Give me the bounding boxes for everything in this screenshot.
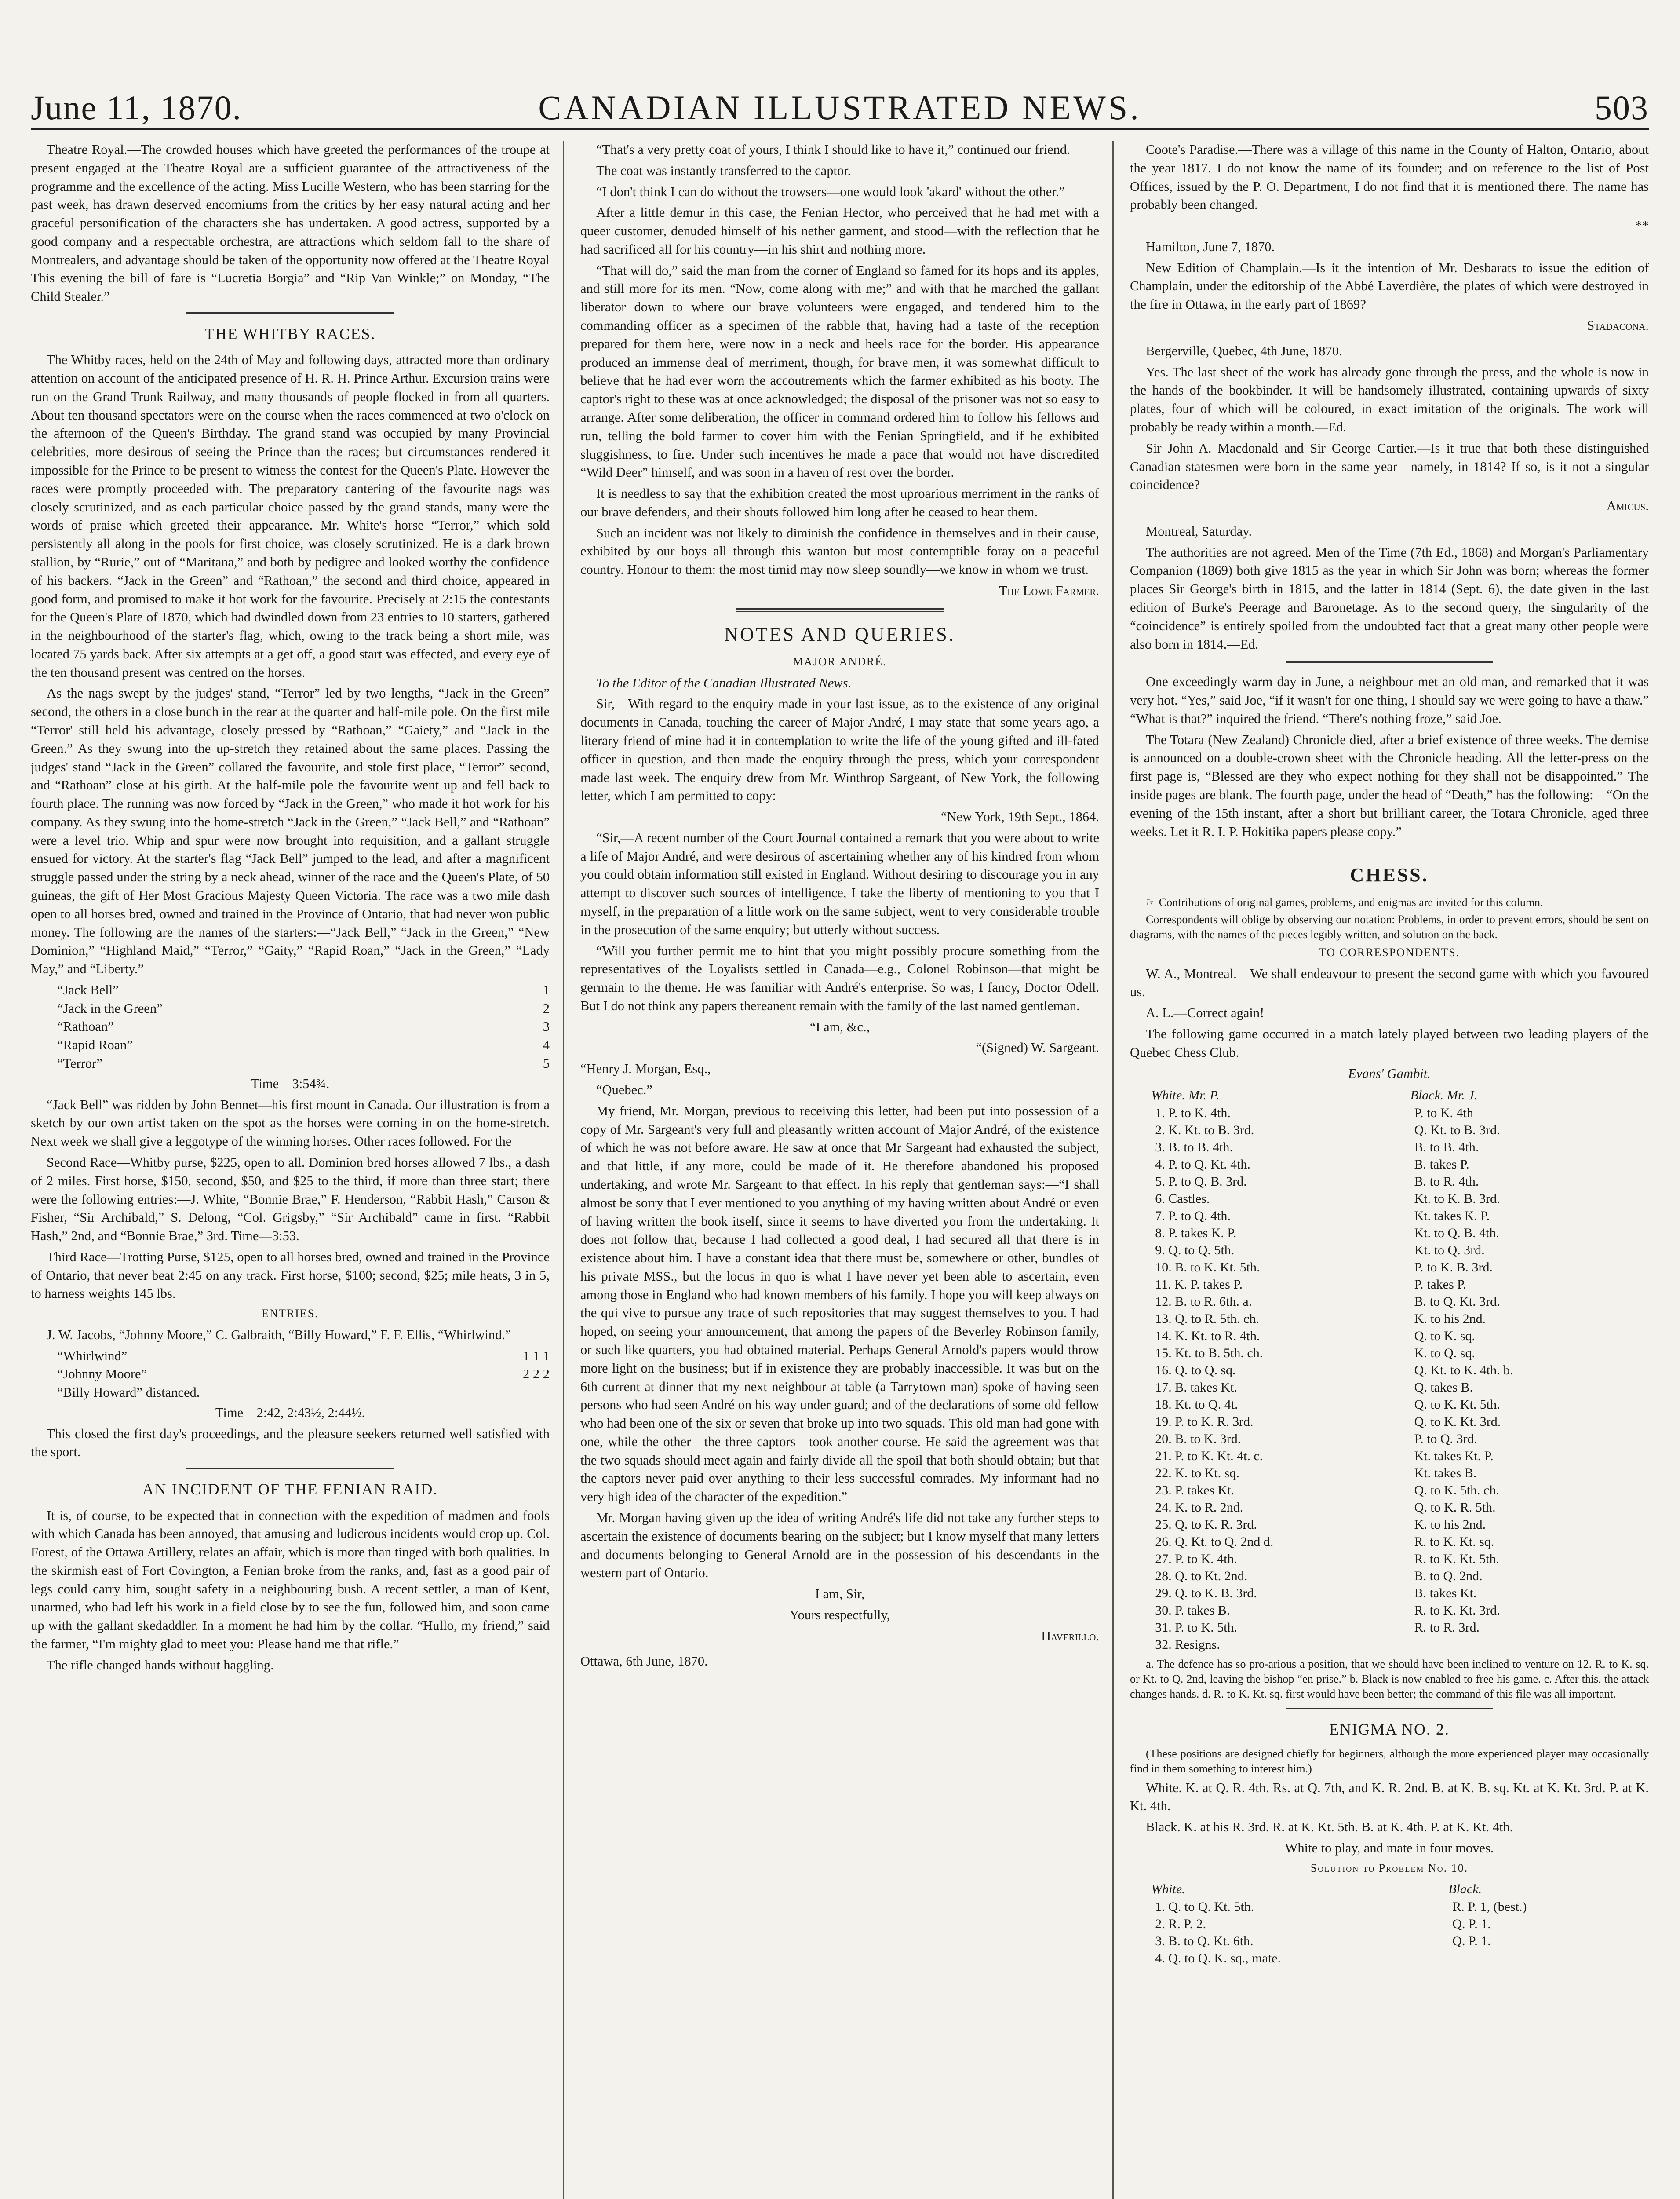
move-row: [1151, 1430, 1628, 1447]
black-move: K. to his 2nd.: [1414, 1311, 1486, 1326]
move-row: [1151, 1636, 1628, 1653]
black-move: P. to K. 4th: [1414, 1106, 1473, 1121]
white-move: 8. P. takes K. P.: [1155, 1226, 1237, 1241]
race-time: Time—2:42, 2:43½, 2:44½.: [215, 1405, 365, 1420]
move-row: [1151, 1619, 1628, 1636]
black-move: R. to K. Kt. sq.: [1414, 1534, 1494, 1549]
result-row: “Johnny Moore” 2 2 2: [57, 1366, 550, 1382]
black-move: Q. Kt. to K. 4th. b.: [1414, 1363, 1513, 1378]
black-move: B. takes P.: [1414, 1157, 1469, 1172]
correspondent-reply: A. L.—Correct again!: [1146, 1005, 1265, 1021]
move-row: [1151, 1190, 1628, 1207]
trot-results: [57, 1347, 550, 1402]
black-move: Kt. takes B.: [1414, 1466, 1477, 1481]
query-paragraph: New Edition of Champlain.—Is it the intention of Mr. Desbarats to issue the edition of Champlain, under the editorship of the Abbé Laverdière, the plates of which were destroyed in the fire in Ottawa, in the early part of 1869?: [1130, 260, 1649, 312]
move-row: [1151, 1276, 1628, 1293]
white-move: 32. Resigns.: [1155, 1637, 1220, 1652]
white-move: 17. B. takes Kt.: [1155, 1380, 1237, 1395]
andre-paragraph: My friend, Mr. Morgan, previous to receiving this letter, had been put into possession of a copy of Mr. Sargeant's very full and pleasantly written account of Major André, of the existence of which he was not before aware. He saw at once that Mr Sargeant had exhausted the subject, and that little, if any more, could be made of it. He therefore abandoned his proposed undertaking, and wrote Mr. Sargeant to that effect. In his reply that gentleman says:—“I shall almost be sorry that I ever mentioned to you anything of my having written about André or even of having written the book itself, since it seems to have diverted you from the undertaking. It does not follow that, because I had collected a good deal, I had secured all that there is in existence about him. I have a constant idea that there must be, somewhere or other, bundles of his private MSS., but the locus in quo is what I have never yet been able to ascertain, even among those in England who had known members of his family. I hope you will keep always on the qui vive to pursue any trace of such repositories that may suggest themselves to you. I had hoped, on seeing your announcement, that among the papers of the Beverley Robinson family, or such like quarters, you had obtained material. Perhaps General Arnold's papers would throw more light on the business; but if in existence they are probably inaccessible. It was but on the 6th current at dinner that my next neighbour at table (a Tarrytown man) spoke of having seen persons who had seen André on his way under guard; and of the declarations of some old fellow who had been one of the six or seven that broke up into two squads. This old man had gone with one, while the other—the three captors—took another course. He said the agreement was that the two squads should meet again and fairly divide all the spoil that both should obtain; but that the captors never paid over anything to their less successful comrades. My informant had no very high idea of the character of the expedition.”: [580, 1103, 1099, 1505]
move-row: [1151, 1224, 1628, 1242]
result-row: “Terror” 5: [57, 1056, 550, 1071]
move-row: [1151, 1344, 1628, 1362]
result-row: “Billy Howard” distanced.: [57, 1385, 200, 1400]
white-move: 30. P. takes B.: [1155, 1603, 1230, 1618]
andre-paragraph: Sir,—With regard to the enquiry made in your last issue, as to the existence of any original documents in Canada, touching the career of Major André, I may state that some years ago, a literary friend of mine had it in contemplation to write the life of the young gifted and ill-fated officer in question, and then made the enquiry through the press, which your correspondent made last week. The enquiry drew from Mr. Winthrop Sargeant, of New York, the following letter, which I am permitted to copy:: [580, 696, 1099, 804]
white-move: 25. Q. to K. R. 3rd.: [1155, 1517, 1257, 1532]
black-move: R. to R. 3rd.: [1414, 1620, 1480, 1635]
whitby-heading: THE WHITBY RACES.: [204, 325, 376, 343]
column-rule: [1112, 141, 1114, 2199]
black-move: Kt. takes Kt. P.: [1414, 1449, 1494, 1464]
black-move: Q. to K. 5th. ch.: [1414, 1483, 1499, 1498]
move-row: [1151, 1533, 1628, 1550]
black-move: Q. to K. sq.: [1414, 1329, 1475, 1344]
white-move: 9. Q. to Q. 5th.: [1155, 1243, 1235, 1258]
entries-text: J. W. Jacobs, “Johnny Moore,” C. Galbraith, “Billy Howard,” F. F. Ellis, “Whirlwind.”: [47, 1327, 511, 1342]
whitby-paragraph: As the nags swept by the judges' stand, “Terror” led by two lengths, “Jack in the Green” second, the others in a close bunch in the rear at the quarter and half-mile pole. On the first mile “Terror' still held his advantage, closely pressed by “Rathoan,” “Gaiety,” and “Jack in the Green.” As they swung into the up-stretch they retained about the same places. Passing the judges' stand “Jack in the Green” collared the favourite, and stole first place, “Terror” second, and “Rathoan” close at his girth. At the half-mile pole the favourite went up and fell back to fourth place. The running was now forced by “Jack in the Green,” who made it hot work for his company. As they swung into the home-stretch “Jack in the Green,” “Jack Bell,” and “Rathoan” were a level trio. Whip and spur were now brought into requisition, and a gallant struggle ensued for victory. At the starter's flag “Jack Bell” jumped to the lead, and after a magnificent struggle passed under the string by a neck ahead, winner of the race and the Queen's Plate, of 50 guineas, the gift of Her Most Gracious Majesty Queen Victoria. The race was a two mile dash open to all horses bred, owned and trained in the Province of Ontario, that had never won public money. The following are the names of the starters:—“Jack Bell,” “Jack in the Green,” “New Dominion,” “Highland Maid,” “Terror,” “Gaity,” “Rapid Roan,” “Jack in the Green,” “Lady May,” and “Liberty.”: [31, 686, 550, 977]
fenian-paragraph: The coat was instantly transferred to the captor.: [596, 163, 851, 178]
divider: [1286, 661, 1493, 665]
page-header: [31, 88, 1649, 130]
white-move: 27. P. to K. 4th.: [1155, 1552, 1237, 1567]
black-move: Q. to K. Kt. 3rd.: [1414, 1414, 1501, 1429]
andre-paragraph: “Will you further permit me to hint that you might possibly procure something from the representatives of the Loyalists settled in Canada—e.g., Colonel Robinson—that might be germain to the theme. He was familiar with André's enterprise. So was, I fancy, Doctor Odell. But I do not think any papers thereanent remain with the family of the last named gentleman.: [580, 943, 1099, 1013]
move-row: [1151, 1362, 1628, 1379]
fenian-paragraph: It is needless to say that the exhibition created the most uproarious merriment in the ranks of our brave defenders, and their shouts followed him long after he ceased to hear them.: [580, 486, 1099, 519]
correspondents-label: TO CORRESPONDENTS.: [1319, 946, 1460, 959]
signature: Amicus.: [1606, 498, 1649, 514]
black-move: R. to K. Kt. 5th.: [1414, 1552, 1499, 1567]
move-row: [1151, 1585, 1628, 1602]
to-editor: To the Editor of the Canadian Illustrated News.: [596, 675, 852, 690]
white-move: 23. P. takes Kt.: [1155, 1483, 1235, 1498]
letter-close: “I am, &c.,: [809, 1019, 870, 1034]
white-move: 22. K. to Kt. sq.: [1155, 1466, 1239, 1481]
andre-paragraph: “Sir,—A recent number of the Court Journal contained a remark that you were about to write a life of Major André, and were desirous of ascertaining whether any of his kindred from whom you could obtain information still existed in England. Without desiring to discourage you in any attempt to discover such sources of intelligence, I take the liberty of mentioning to you that I myself, in the preparation of a little work on the same subject, went to very considerable trouble in the prosecution of the same enquiry; but utterly without success.: [580, 830, 1099, 937]
white-move: 24. K. to R. 2nd.: [1155, 1500, 1243, 1515]
black-move: Q. to K. R. 5th.: [1414, 1500, 1496, 1515]
fenian-paragraph: “That will do,” said the man from the corner of England so famed for its hops and its apples, and still more for its men. “Now, come along with me;” and with that he marched the gallant liberator down to where our brave volunteers were engaged, and tendered him to the commanding officer as a specimen of the rabble that, having had a taste of the reception prepared for them here, were now in a neck and heels race for the border. His appearance produced an immense deal of merriment, though, for brave men, it was somewhat difficult to believe that he had ever worn the accoutrements which the farmer exhibited as his booty. The captor's right to these was at once acknowledged; the disposal of the prisoner was not so easy to arrange. After some deliberation, the officer in command ordered him to follow his fellows and run, telling the bold farmer to cover him with the Fenian Springfield, and if he exhibited sluggishness, to fire. Under such incentives he made a pace that would not have discredited “Wild Deer” himself, and was soon in a haven of rest over the border.: [580, 263, 1099, 480]
black-move: P. to K. B. 3rd.: [1414, 1260, 1493, 1275]
anecdote-paragraph: One exceedingly warm day in June, a neighbour met an old man, and remarked that it was very hot. “Yes,” said Joe, “if it wasn't for one thing, I should say we were going to have a thaw.” “What is that?” inquired the friend. “There's nothing froze,” said Joe.: [1130, 674, 1649, 726]
move-row: [1151, 1550, 1628, 1567]
white-move: 14. K. Kt. to R. 4th.: [1155, 1329, 1260, 1344]
white-move: 29. Q. to K. B. 3rd.: [1155, 1586, 1257, 1601]
masthead-title: CANADIAN ILLUSTRATED NEWS.: [538, 88, 1141, 127]
chess-note: ☞ Contributions of original games, problems, and enigmas are invited for this column.: [1146, 895, 1543, 909]
black-move: K. to Q. sq.: [1414, 1346, 1475, 1361]
white-move: 3. B. to Q. Kt. 6th.: [1155, 1934, 1254, 1949]
white-move: 21. P. to K. Kt. 4t. c.: [1155, 1449, 1263, 1464]
fenian-paragraph: After a little demur in this case, the Fenian Hector, who perceived that he had met with a queer customer, denuded himself of his nether garment, and stood—with the reflection that he had sacrificed all for his country—in his shirt and nothing more.: [580, 205, 1099, 257]
move-row: [1151, 1413, 1628, 1430]
result-row: “Jack Bell” 1: [57, 982, 550, 997]
letter-signed: “(Signed) W. Sargeant.: [976, 1040, 1099, 1056]
query-place: Montreal, Saturday.: [1146, 523, 1252, 539]
solution-row: [1151, 1950, 1628, 1967]
chess-game-table: [1151, 1086, 1628, 1653]
andre-subheading: MAJOR ANDRÉ.: [793, 655, 887, 668]
letter-place: Ottawa, 6th June, 1870.: [580, 1654, 708, 1669]
query-paragraph: Coote's Paradise.—There was a village of this name in the County of Halton, Ontario, about the year 1817. I do not know the name of its founder; and on reference to the list of Post Offices, issued by the P. O. Department, I do not find that it is mentioned there. The name has probably been changed.: [1130, 142, 1649, 212]
enigma-heading: ENIGMA NO. 2.: [1329, 1720, 1450, 1738]
solution-row: [1151, 1915, 1628, 1932]
black-move: Q. P. 1.: [1452, 1917, 1491, 1932]
white-move: 4. P. to Q. Kt. 4th.: [1155, 1157, 1250, 1172]
white-column-header: White.: [1151, 1882, 1185, 1897]
fenian-paragraph: It is, of course, to be expected that in connection with the expedition of madmen and fools with which Canada has been annoyed, that amusing and ludicrous incidents would crop up. Col. Forest, of the Ottawa Artillery, relates an affair, which is more than tinged with both qualities. In the skirmish east of Fort Covington, a Fenian broke from the ranks, and, fast as a good pair of legs could carry him, sought safety in a neighbouring bush. A recent settler, a man of Kent, unarmed, who had left his work in a field close by to see the fun, followed him, and soon came up with the gallant skedaddler. In a moment he had him by the collar. “Hullo, my friend,” said the farmer, “I'm mighty glad to meet you: Please hand me that rifle.”: [31, 1508, 550, 1652]
letter-addressee: “Quebec.”: [596, 1082, 652, 1098]
white-move: 1. Q. to Q. Kt. 5th.: [1155, 1899, 1254, 1914]
move-row: [1151, 1567, 1628, 1585]
black-move: R. P. 1, (best.): [1452, 1899, 1527, 1914]
whitby-paragraph: The Whitby races, held on the 24th of May and following days, attracted more than ordinary attention on account of the anticipated presence of H. R. H. Prince Arthur. Excursion trains were run on the Grand Trunk Railway, and many thousands of people flocked in from all quarters. About ten thousand spectators were on the course when the races commenced at two o'clock on the afternoon of the Queen's Birthday. The grand stand was occupied by many Provincial celebrities, more desirous of seeing the Prince than the races; but circumstances rendered it impossible for the Prince to be present to witness the contest for the Queen's Plate. However the races were promptly proceeded with. The preparatory cantering of the favourite nags was closely scrutinized, and as each particular choice passed by the grand stands, many were the words of praise which greeted their appearance. Mr. White's horse “Terror,” which sold persistently all along in the pools for first choice, was closely scrutinized. He is a dark brown stallion, by “Rurie,” out of “Maritana,” and both by pedigree and looked worthy the confidence of his backers. “Jack in the Green” and “Rathoan,” the second and third choice, appeared in good form, and promised to make it hot work for the favourite. Precisely at 2:15 the contestants for the Queen's Plate of 1870, which had dwindled down from 23 entries to 10 starters, gathered in the neighbourhood of the starter's flag, which, owing to the track being a short mile, was located 75 yards back. After six attempts at a get off, a good start was effected, and every eye of the ten thousand present was centred on the horses.: [31, 352, 550, 680]
letter-addressee: “Henry J. Morgan, Esq.,: [580, 1061, 711, 1077]
move-row: [1151, 1516, 1628, 1533]
andre-paragraph: Mr. Morgan having given up the idea of writing André's life did not take any further steps to ascertain the existence of documents bearing on the subject; but I know myself that many letters and documents belonging to General Arnold are in the possession of his descendants in the western part of Ontario.: [580, 1510, 1099, 1581]
white-move: 15. Kt. to B. 5th. ch.: [1155, 1346, 1263, 1361]
white-move: 3. B. to B. 4th.: [1155, 1140, 1233, 1155]
white-move: 28. Q. to Kt. 2nd.: [1155, 1569, 1248, 1584]
letter-date: “New York, 19th Sept., 1864.: [940, 809, 1099, 825]
result-row: “Rapid Roan” 4: [57, 1037, 550, 1053]
white-move: 4. Q. to Q. K. sq., mate.: [1155, 1951, 1281, 1966]
opening-name: Evans' Gambit.: [1348, 1066, 1431, 1081]
result-row: “Jack in the Green” 2: [57, 1001, 550, 1016]
black-move: [1448, 1950, 1628, 1967]
divider: [1286, 1708, 1493, 1709]
move-row: [1151, 1465, 1628, 1482]
anecdote-paragraph: The Totara (New Zealand) Chronicle died, after a brief existence of three weeks. The demise is announced on a double-crown sheet with the Chronicle heading. All the letter-press on the first page is, “Blessed are they who expect nothing for they shall not be disappointed.” The inside pages are blank. The fourth page, under the head of “Death,” has the following:—“On the evening of the 15th instant, after a short but brilliant career, the Totara Chronicle, aged three weeks. Let it R. I. P. Hokitika papers please copy.”: [1130, 732, 1649, 839]
query-place: Hamilton, June 7, 1870.: [1146, 239, 1275, 254]
divider: [186, 312, 394, 314]
move-row: [1151, 1447, 1628, 1465]
white-move: 16. Q. to Q. sq.: [1155, 1363, 1236, 1378]
black-move: P. to Q. 3rd.: [1414, 1432, 1477, 1447]
black-move: Q. Kt. to B. 3rd.: [1414, 1123, 1500, 1138]
solution-heading: Solution to Problem No. 10.: [1310, 1861, 1469, 1874]
correspondent-reply: W. A., Montreal.—We shall endeavour to present the second game with which you favoured us.: [1130, 966, 1649, 1000]
white-move: 2. K. Kt. to B. 3rd.: [1155, 1123, 1254, 1138]
column-rule: [563, 141, 564, 2199]
black-move: B. to R. 4th.: [1414, 1174, 1479, 1189]
black-move: Kt. takes K. P.: [1414, 1209, 1490, 1224]
move-row: [1151, 1121, 1628, 1139]
black-column-header: Black. Mr. J.: [1410, 1088, 1478, 1103]
page-number: 503: [1595, 88, 1649, 127]
notes-queries-heading: NOTES AND QUERIES.: [724, 623, 955, 645]
column-1: [31, 141, 550, 2199]
black-move: B. to B. 4th.: [1414, 1140, 1479, 1155]
game-notes: a. The defence has so pro-arious a position, that we should have been inclined to venture on 12. R. to K. sq. or Kt. to Q. 2nd, leaving the bishop “en prise.” b. Black is now enabled to free his game. c. After this, the attack changes hands. d. R. to K. Kt. sq. first would have been better; the command of this file was all important.: [1130, 1658, 1649, 1700]
black-move: Kt. to Q. 3rd.: [1414, 1243, 1485, 1258]
solution-row: [1151, 1932, 1628, 1950]
fenian-paragraph: “That's a very pretty coat of yours, I think I should like to have it,” continued our friend.: [596, 142, 1070, 157]
query-place: Bergerville, Quebec, 4th June, 1870.: [1146, 343, 1342, 358]
white-move: 5. P. to Q. B. 3rd.: [1155, 1174, 1247, 1189]
whitby-paragraph: “Jack Bell” was ridden by John Bennet—his first mount in Canada. Our illustration is from a sketch by our own artist taken on the spot as the horses were coming in on the home-stretch. Next week we shall give a leggotype of the winning horses. Other races followed. For the: [31, 1097, 550, 1149]
black-move: P. takes P.: [1414, 1277, 1466, 1292]
white-move: 20. B. to K. 3rd.: [1155, 1432, 1241, 1447]
move-row: [1151, 1242, 1628, 1259]
move-row: [1151, 1379, 1628, 1396]
solution-table: [1151, 1880, 1628, 1967]
move-row: [1151, 1104, 1628, 1121]
white-move: 13. Q. to R. 5th. ch.: [1155, 1311, 1259, 1326]
column-3: [1130, 141, 1649, 2199]
move-row: [1151, 1139, 1628, 1156]
issue-date: June 11, 1870.: [31, 88, 242, 127]
divider: [186, 1468, 394, 1469]
solution-row: [1151, 1898, 1628, 1915]
signature: Stadacona.: [1587, 318, 1649, 333]
signature: The Lowe Farmer.: [999, 583, 1099, 598]
move-row: [1151, 1293, 1628, 1310]
move-row: [1151, 1156, 1628, 1173]
white-move: 2. R. P. 2.: [1155, 1917, 1206, 1932]
white-move: 12. B. to R. 6th. a.: [1155, 1294, 1252, 1309]
entries-label: ENTRIES.: [262, 1307, 319, 1320]
black-move: Kt. to Q. B. 4th.: [1414, 1226, 1499, 1241]
white-move: 10. B. to K. Kt. 5th.: [1155, 1260, 1260, 1275]
query-signature: **: [1635, 218, 1649, 234]
white-move: 6. Castles.: [1155, 1191, 1210, 1206]
white-move: 1. P. to K. 4th.: [1155, 1106, 1231, 1121]
white-move: 18. Kt. to Q. 4t.: [1155, 1397, 1238, 1412]
black-move: Q. P. 1.: [1452, 1934, 1491, 1949]
race-time: Time—3:54¾.: [251, 1076, 330, 1091]
black-move: B. takes Kt.: [1414, 1586, 1477, 1601]
column-2: [580, 141, 1099, 2199]
white-move: 19. P. to K. R. 3rd.: [1155, 1414, 1254, 1429]
black-move: [1410, 1636, 1628, 1653]
white-move: 31. P. to K. 5th.: [1155, 1620, 1237, 1635]
move-row: [1151, 1310, 1628, 1327]
move-row: [1151, 1602, 1628, 1619]
enigma-white: White. K. at Q. R. 4th. Rs. at Q. 7th, and K. R. 2nd. B. at K. B. sq. Kt. at K. Kt. 3rd. P. at K. Kt. 4th.: [1130, 1780, 1649, 1814]
black-move: R. to K. Kt. 3rd.: [1414, 1603, 1500, 1618]
black-move: B. to Q. Kt. 3rd.: [1414, 1294, 1500, 1309]
black-move: Kt. to K. B. 3rd.: [1414, 1191, 1500, 1206]
black-move: K. to his 2nd.: [1414, 1517, 1486, 1532]
fenian-paragraph: “I don't think I can do without the trowsers—one would look 'akard' without the other.”: [596, 184, 1065, 199]
move-row: [1151, 1173, 1628, 1190]
white-move: 11. K. P. takes P.: [1155, 1277, 1243, 1292]
race-results: [57, 981, 550, 1073]
chess-note: Correspondents will oblige by observing our notation: Problems, in order to prevent errors, should be sent on diagrams, with the names of the pieces legibly written, and solution on the back.: [1130, 913, 1649, 941]
black-column-header: Black.: [1448, 1882, 1482, 1897]
move-row: [1151, 1207, 1628, 1224]
fenian-paragraph: Such an incident was not likely to diminish the confidence in themselves and in their cause, exhibited by our boys all through this wanton but most contemptible foray on a peaceful country. Honour to them: the most timid may now sleep soundly—we know in whom we trust.: [580, 525, 1099, 577]
theatre-paragraph: Theatre Royal.—The crowded houses which have greeted the performances of the troupe at present engaged at the Theatre Royal are a sufficient guarantee of the attractiveness of the programme and the excellence of the acting. Miss Lucille Western, who has been starring for the past week, has drawn deserved encomiums from the critics by her easy natural acting and her graceful personification of the characters she has undertaken. A good actress, supported by a good company and a respectable orchestra, are attractions which seldom fall to the share of Montrealers, and advantage should be taken of the opportunity now offered at the Theatre Royal This evening the bill of fare is “Lucretia Borgia” and “Rip Van Winkle;” on Monday, “The Child Stealer.”: [31, 142, 550, 304]
closing-paragraph: This closed the first day's proceedings, and the pleasure seekers returned well satisfied with the sport.: [31, 1426, 550, 1460]
letter-close: I am, Sir,: [815, 1586, 865, 1602]
third-race: Third Race—Trotting Purse, $125, open to all horses bred, owned and trained in the Province of Ontario, that never beat 2:45 on any track. First horse, $100; second, $25; mile heats, 3 in 5, to harness weights 145 lbs.: [31, 1249, 550, 1301]
query-answer: The authorities are not agreed. Men of the Time (7th Ed., 1868) and Morgan's Parliamentary Companion (1869) both give 1815 as the year in which Sir John was born; whereas the former places Sir George's birth in 1815, and the latter in 1814 (Sept. 6), the date given in the last edition of Burke's Peerage and Baronetage. As to the second query, the singularity of the “coincidence” is entirely spoiled from the undoubted fact that a great many other people were also born in 1814.—Ed.: [1130, 544, 1649, 652]
enigma-task: White to play, and mate in four moves.: [1285, 1840, 1494, 1856]
move-row: [1151, 1259, 1628, 1276]
game-intro: The following game occurred in a match lately played between two leading players of the Quebec Chess Club.: [1130, 1026, 1649, 1060]
query-answer: Yes. The last sheet of the work has already gone through the press, and the whole is now in the hands of the bookbinder. It will be handsomely illustrated, containing upwards of sixty plates, four of which will be coloured, in exact imitation of the originals. The work will probably be ready within a month.—Ed.: [1130, 364, 1649, 435]
result-row: “Whirlwind” 1 1 1: [57, 1348, 550, 1363]
move-row: [1151, 1482, 1628, 1499]
divider: [736, 608, 944, 612]
black-move: B. to Q. 2nd.: [1414, 1569, 1483, 1584]
move-row: [1151, 1499, 1628, 1516]
move-row: [1151, 1396, 1628, 1413]
letter-close: Yours respectfully,: [789, 1607, 890, 1622]
signature: Haverillo.: [1041, 1628, 1099, 1644]
query-paragraph: Sir John A. Macdonald and Sir George Cartier.—Is it true that both these distinguished Canadian statesmen were born in the same year—namely, in 1814? If so, is it not a singular coincidence?: [1130, 440, 1649, 493]
chess-heading: CHESS.: [1350, 864, 1429, 886]
white-move: 26. Q. Kt. to Q. 2nd d.: [1155, 1534, 1274, 1549]
enigma-black: Black. K. at his R. 3rd. R. at K. Kt. 5th. B. at K. 4th. P. at K. Kt. 4th.: [1146, 1819, 1513, 1835]
white-move: 7. P. to Q. 4th.: [1155, 1209, 1231, 1224]
fenian-paragraph: The rifle changed hands without haggling.: [47, 1657, 274, 1673]
move-row: [1151, 1327, 1628, 1344]
divider: [1286, 849, 1493, 852]
enigma-note: (These positions are designed chiefly for beginners, although the more experienced player may occasionally find in them something to interest him.): [1130, 1747, 1649, 1775]
black-move: Q. to K. Kt. 5th.: [1414, 1397, 1500, 1412]
result-row: “Rathoan” 3: [57, 1019, 550, 1034]
fenian-heading: AN INCIDENT OF THE FENIAN RAID.: [142, 1480, 438, 1498]
second-race: Second Race—Whitby purse, $225, open to all. Dominion bred horses allowed 7 lbs., a dash of 2 miles. First horse, $150, second, $50, and $25 to the third, if more than three start; there were the following entries:—J. White, “Bonnie Brae,” F. Henderson, “Rabbit Hash,” Carson & Fisher, “Sir Archibald,” S. Delong, “Col. Grigsby,” “Sir Archibald” came in first. “Rabbit Hash,” 2nd, and “Bonnie Brae,” 3rd. Time—3:53.: [31, 1154, 550, 1244]
white-column-header: White. Mr. P.: [1151, 1088, 1220, 1103]
black-move: Q. takes B.: [1414, 1380, 1473, 1395]
